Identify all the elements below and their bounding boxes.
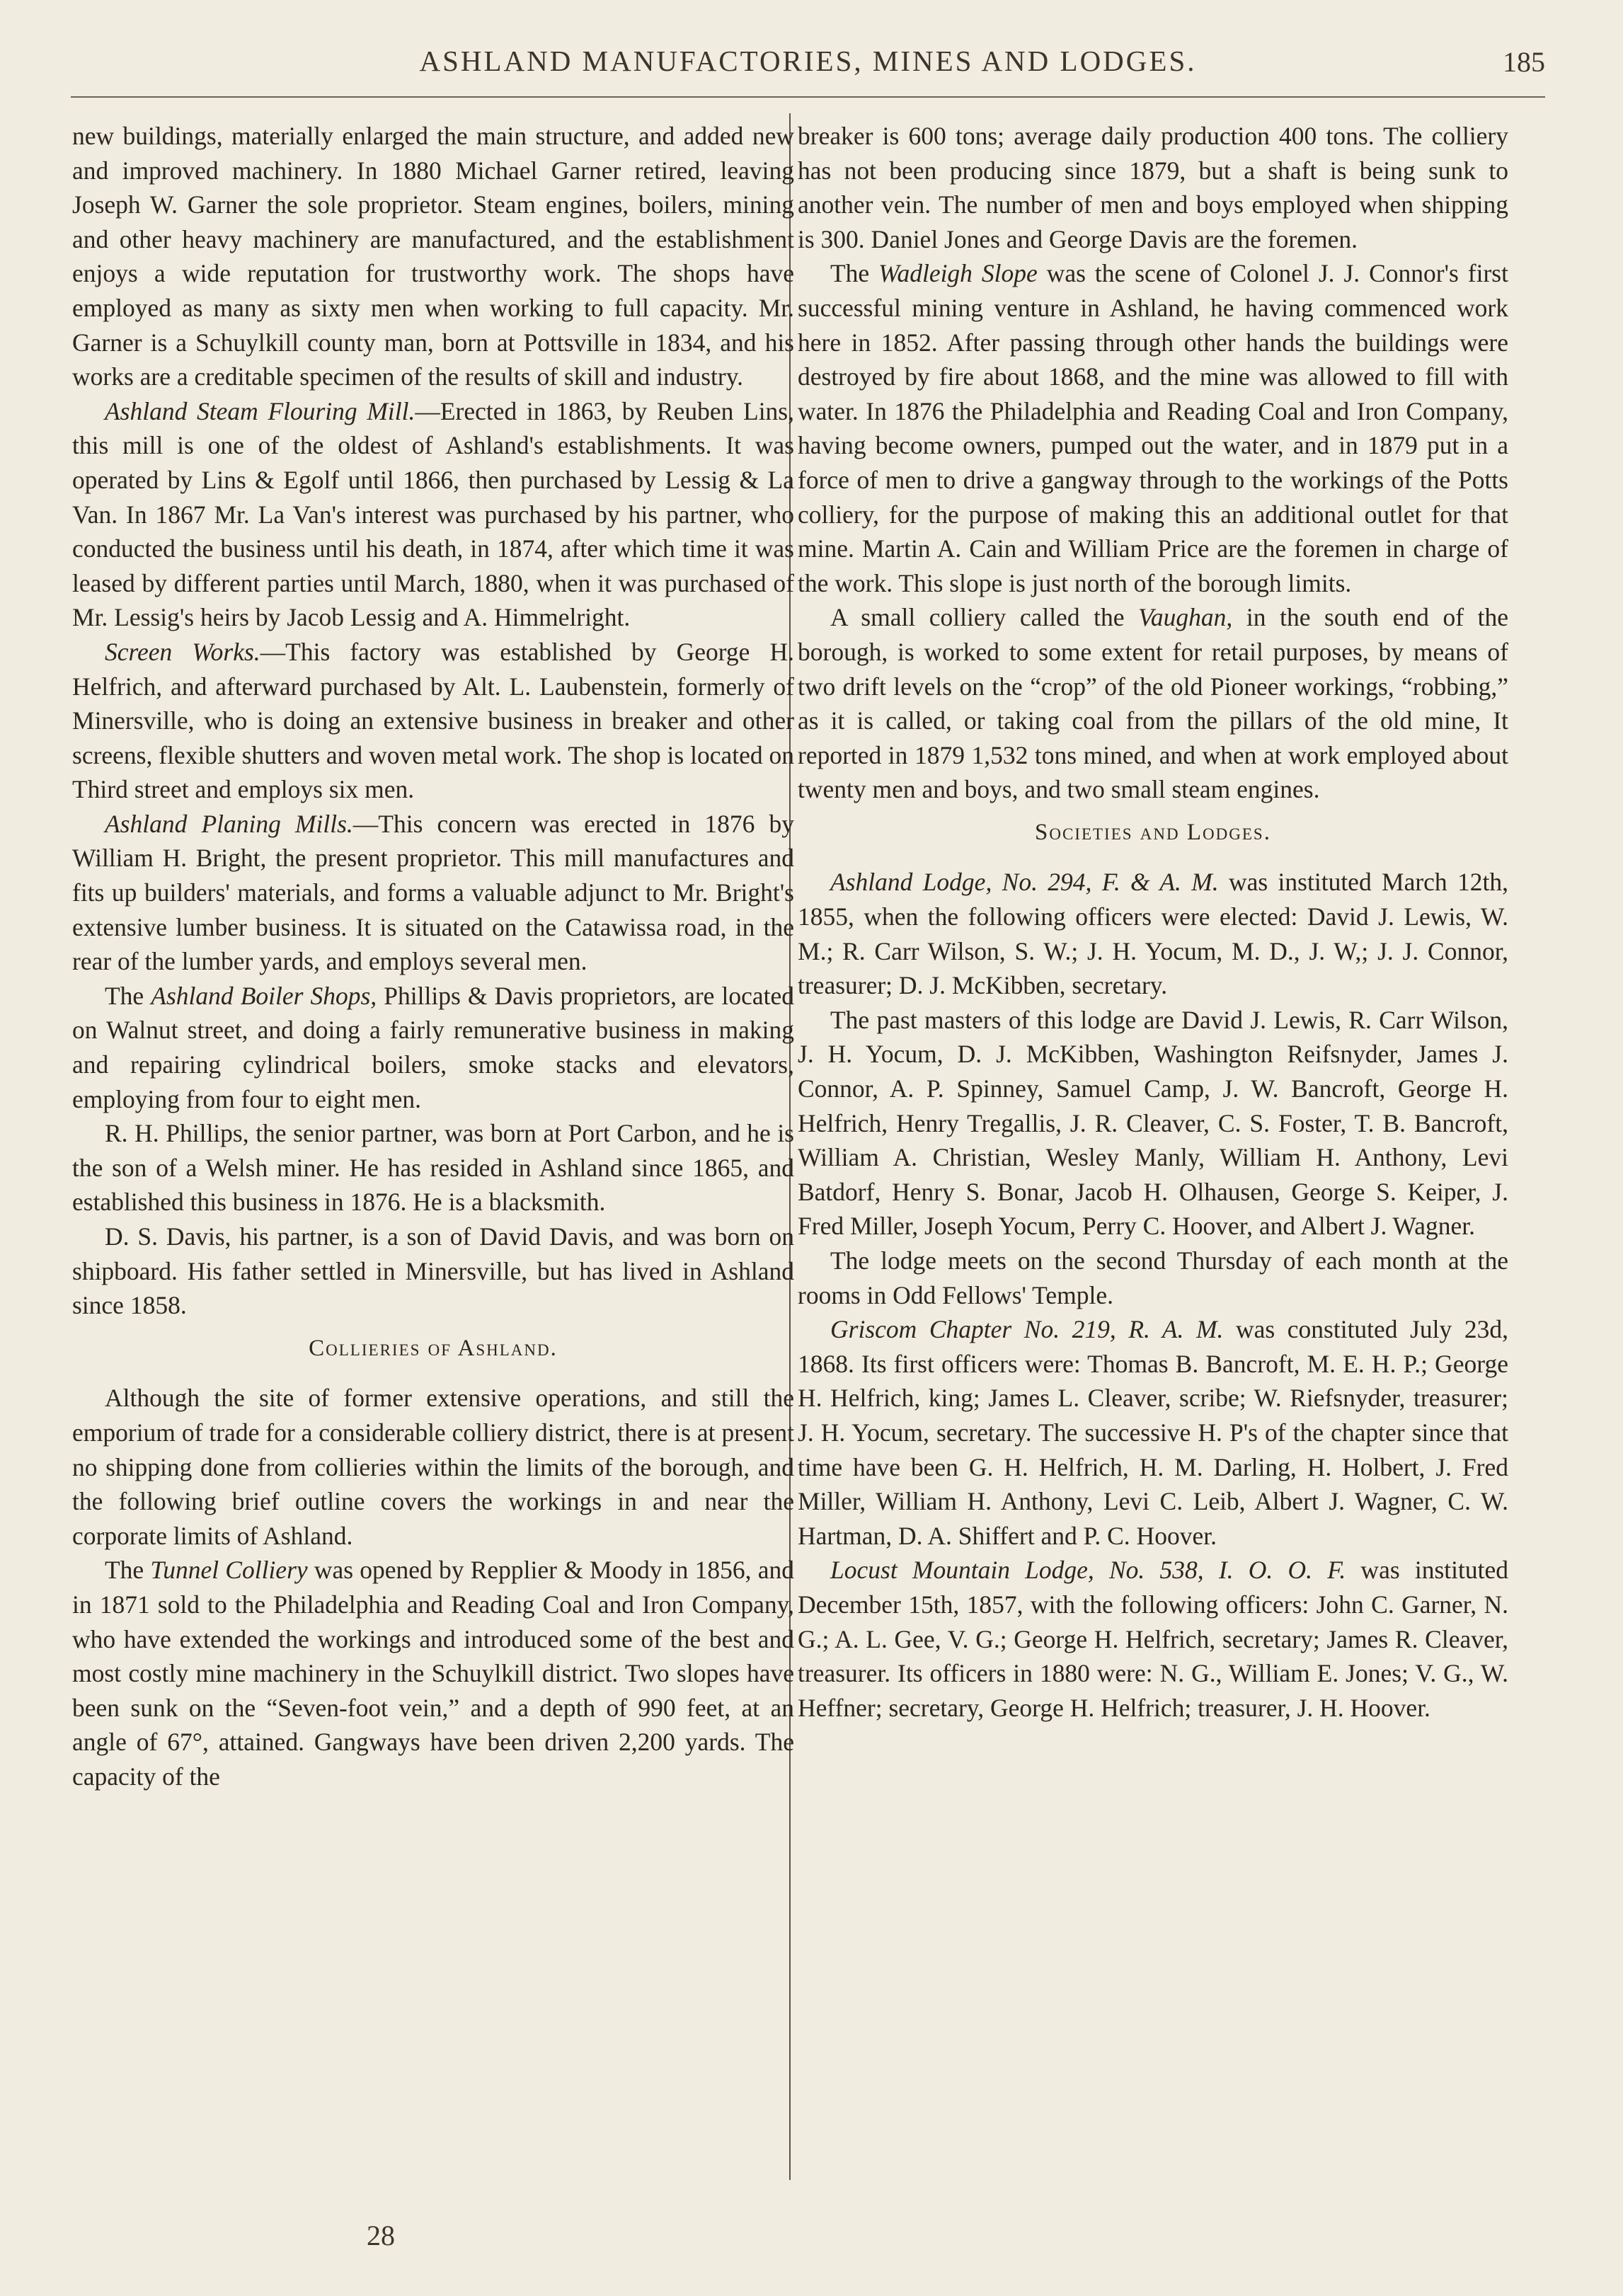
section-heading-collieries: Collieries of Ashland. [309,1335,558,1361]
paragraph-lodge-meetings: The lodge meets on the second Thursday of each month at the rooms in Odd Fellows' Temple. [798,1246,1508,1309]
paragraph-vaughan: A small colliery called the Vaughan, in the south end of the borough, is worked to some extent for retail purposes, by means of two drift levels on the “crop” of the old Pioneer workings, “robbing,” as it is called, or taking coal from the pillars of the old mine, It reported in 1879 1,532 tons mined, and when at work employed about twenty men and boys, and two small steam engines. [798,603,1508,804]
page-number: 185 [1503,46,1545,78]
entry-title: Wadleigh Slope [878,259,1038,288]
entry-title: Ashland Lodge, No. 294, F. & A. M. [830,868,1219,897]
entry-title: Vaughan, [1138,603,1233,632]
paragraph-locust-mountain-lodge: Locust Mountain Lodge, No. 538, I. O. O. F. was instituted December 15th, 1857, with the following officers: John C. Garner, N. G.; A. L. Gee, V. G.; George H. Helfrich, secretary; James R. Cleaver, treasurer. Its officers in 1880 were: N. G., William E. Jones; V. G., W. Heffner; secretary, George H. Helfrich; treasurer, J. H. Hoover. [798,1556,1508,1722]
paragraph-tunnel-colliery: The Tunnel Colliery was opened by Repplier & Moody in 1856, and in 1871 sold to the Philadelphia and Reading Coal and Iron Company, who have extended the workings and introduced some of the best and most costly mine machinery in the Schuylkill district. Two slopes have been sunk on the “Seven-foot vein,” and a depth of 990 feet, at an angle of 67°, attained. Gangways have been driven 2,200 yards. The capacity of the [72,1556,794,1791]
paragraph-collieries-intro: Although the site of former extensive operations, and still the emporium of trade for a considerable colliery district, there is at present no shipping done from collieries within the limits of the borough, and the following brief outline covers the workings in and near the corporate limits of Ashland. [72,1384,794,1550]
entry-title: Tunnel Colliery [150,1556,308,1585]
paragraph-flouring-mill: Ashland Steam Flouring Mill.—Erected in 1863, by Reuben Lins, this mill is one of the oldest of Ashland's establishments. It was operated by Lins & Egolf until 1866, then purchased by Lessig & La Van. In 1867 Mr. La Van's interest was purchased by his partner, who conducted the business until his death, in 1874, after which time it was leased by different parties until March, 1880, when it was purchased of Mr. Lessig's heirs by Jacob Lessig and A. Himmelright. [72,396,794,632]
entry-title: Griscom Chapter No. 219, R. A. M. [830,1315,1224,1344]
entry-title: Ashland Planing Mills. [105,809,353,838]
entry-title: Locust Mountain Lodge, No. 538, I. O. O. F. [830,1556,1346,1585]
paragraph-wadleigh-slope: The Wadleigh Slope was the scene of Colonel J. J. Connor's first successful mining venture in Ashland, he having commenced work here in 1852. After passing through other hands the buildings were destroyed by fire about 1868, and the mine was allowed to fill with water. In 1876 the Philadelphia and Reading Coal and Iron Company, having become owners, pumped out the water, and in 1879 put in a force of men to drive a gangway through to the workings of the Potts colliery, for the purpose of making this an additional outlet for that mine. Martin A. Cain and William Price are the foremen in charge of the work. This slope is just north of the borough limits. [798,259,1508,597]
running-head: ASHLAND MANUFACTORIES, MINES AND LODGES. [419,45,1197,77]
paragraph-garner-works: new buildings, materially enlarged the main structure, and added new and improved machinery. In 1880 Michael Garner retired, leaving Joseph W. Garner the sole proprietor. Steam engines, boilers, mining and other heavy machinery are manufactured, and the establishment enjoys a wide reputation for trustworthy work. The shops have employed as many as sixty men when working to full capacity. Mr. Garner is a Schuylkill county man, born at Pottsville in 1834, and his works are a creditable specimen of the results of skill and industry. [72,122,794,391]
entry-title: Ashland Steam Flouring Mill. [105,396,415,425]
entry-title: Ashland Boiler Shops, [151,981,377,1010]
paragraph-boiler-shops: The Ashland Boiler Shops, Phillips & Davis proprietors, are located on Walnut street, and doing a fairly remunerative business in making and repairing cylindrical boilers, smoke stacks and elevators, employing from four to eight men. [72,981,794,1113]
paragraph-screen-works: Screen Works.—This factory was established by George H. Helfrich, and afterward purchased by Alt. L. Laubenstein, formerly of Minersville, who is doing an extensive business in breaker and other screens, flexible shutters and woven metal work. The shop is located on Third street and employs six men. [72,637,794,804]
left-column [72,119,794,1794]
page-header [71,35,1545,99]
paragraph-griscom-chapter: Griscom Chapter No. 219, R. A. M. was constituted July 23d, 1868. Its first officers were: Thomas B. Bancroft, M. E. H. P.; George H. Helfrich, king; James L. Cleaver, scribe; W. Riefsnyder, treasurer; J. H. Yocum, secretary. The successive H. P's of the chapter since that time have been G. H. Helfrich, H. M. Darling, H. Holbert, J. Fred Miller, William H. Anthony, Levi C. Leib, Albert J. Wagner, C. W. Hartman, D. A. Shiffert and P. C. Hoover. [798,1315,1508,1550]
entry-title: Screen Works. [105,637,260,666]
header-rule [71,96,1545,98]
paragraph-davis: D. S. Davis, his partner, is a son of David Davis, and was born on shipboard. His father settled in Minersville, but has lived in Ashland since 1858. [72,1222,794,1320]
paragraph-phillips: R. H. Phillips, the senior partner, was born at Port Carbon, and he is the son of a Welsh miner. He has resided in Ashland since 1865, and established this business in 1876. He is a blacksmith. [72,1119,794,1217]
paragraph-breaker: breaker is 600 tons; average daily production 400 tons. The colliery has not been producing since 1879, but a shaft is being sunk to another vein. The number of men and boys employed when shipping is 300. Daniel Jones and George Davis are the foremen. [798,122,1508,253]
paragraph-planing-mills: Ashland Planing Mills.—This concern was erected in 1876 by William H. Bright, the present proprietor. This mill manufactures and fits up builders' materials, and forms a valuable adjunct to Mr. Bright's extensive lumber business. It is situated on the Catawissa road, in the rear of the lumber yards, and employs several men. [72,809,794,976]
right-column [798,119,1508,1725]
section-heading-societies: Societies and Lodges. [1035,819,1271,845]
paragraph-past-masters: The past masters of this lodge are David J. Lewis, R. Carr Wilson, J. H. Yocum, D. J. McKibben, Washington Reifsnyder, James J. Connor, A. P. Spinney, Samuel Camp, J. W. Bancroft, George H. Helfrich, Henry Tregallis, J. R. Cleaver, C. S. Foster, T. B. Bancroft, William A. Christian, Wesley Manly, William H. Anthony, Levi Batdorf, Henry S. Bonar, Jacob H. Olhausen, George S. Keiper, J. Fred Miller, Joseph Yocum, Perry C. Hoover, and Albert J. Wagner. [798,1005,1508,1241]
folio: 28 [367,2220,395,2251]
paragraph-ashland-lodge: Ashland Lodge, No. 294, F. & A. M. was instituted March 12th, 1855, when the following officers were elected: David J. Lewis, W. M.; R. Carr Wilson, S. W.; J. H. Yocum, M. D., J. W,; J. J. Connor, treasurer; D. J. McKibben, secretary. [798,868,1508,1000]
